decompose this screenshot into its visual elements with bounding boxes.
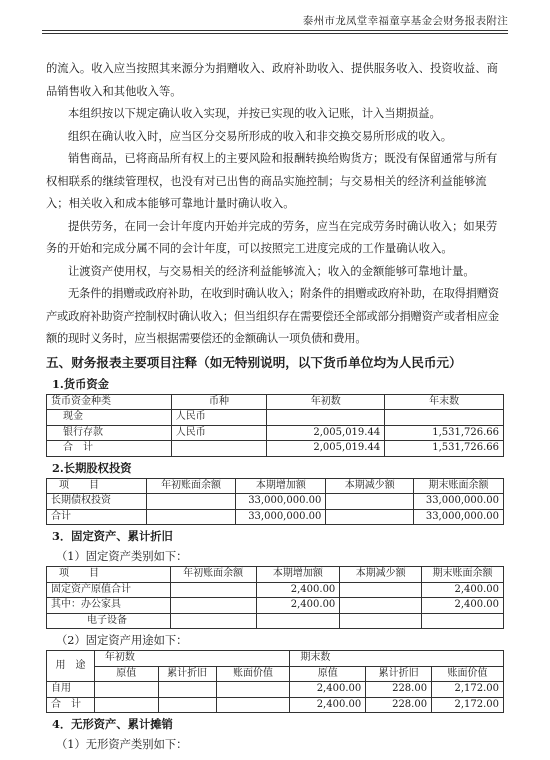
cash-table [46,394,504,457]
table-header: 期末账面余额 [414,478,504,494]
table-header: 累计折旧 [366,666,432,682]
page-header [42,6,508,34]
table-cell: 自用 [47,682,95,698]
table-cell [158,682,216,698]
table-cell [170,598,256,614]
table-row [47,494,504,510]
table-row [47,582,504,598]
table-header: 期末数 [290,651,504,667]
paragraph-recognition-rule: 本组织按以下规定确认收入实现，并按已实现的收入记账，计入当期损益。 [68,107,441,120]
table-header: 年初数 [267,394,385,410]
table-cell: 银行存款 [47,425,172,441]
table-cell: 228.00 [366,697,432,713]
paragraph-sales-of-goods: 销售商品，已将商品所有权上的主要风险和报酬转换给购货方；既没有保留通常与所有权相联系的继续管理权，也没有对已出售的商品实施控制；与交易相关的经济利益能够流入；相关收入和成本能够可靠地计量时确认收入。 [46,152,498,210]
table-cell [422,613,504,629]
paragraph-services: 提供劳务，在同一会计年度内开始并完成的劳务，应当在完成劳务时确认收入；如果劳务的开始和完成分属不同的会计年度，可以按照完工进度完成的工作量确认收入。 [46,219,498,255]
table-header: 年初账面余额 [170,567,256,583]
paragraph-use-rights: 让渡资产使用权，与交易相关的经济利益能够流入；收入的金额能够可靠地计量。 [68,264,475,278]
table-cell [216,682,290,698]
table-row-total [47,697,504,713]
table-cell [326,494,414,510]
table-header: 期末账面余额 [422,567,504,583]
table-cell: 33,000,000.00 [236,509,326,525]
table-header: 本期增加额 [256,567,340,583]
section-5-title: 五、财务报表主要项目注释（如无特别说明，以下货币单位均为人民币元） [46,354,462,370]
table-cell: 2,400.00 [422,598,504,614]
table-cell [146,509,236,525]
table-row-total [47,509,504,525]
table-cell [340,598,422,614]
table-cell: 2,005,019.44 [267,425,385,441]
table-header-row [47,478,504,494]
investment-table [46,478,504,526]
table-cell: 228.00 [366,682,432,698]
table-header-row [47,651,504,667]
table-cell: 2,005,019.44 [267,441,385,457]
table-cell: 2,172.00 [432,697,504,713]
table-row [47,682,504,698]
table-cell [146,494,236,510]
table-header: 项 目 [47,567,171,583]
paragraph-exchange-distinction: 组织在确认收入时，应当区分交易所形成的收入和非交换交易所形成的收入。 [68,129,453,143]
table-cell: 2,172.00 [432,682,504,698]
fixed-assets-category-table [46,566,504,629]
table-cell [170,582,256,598]
table-cell: 33,000,000.00 [414,494,504,510]
table-subheader-row [47,666,504,682]
table-cell: 合计 [47,509,147,525]
table-cell: 33,000,000.00 [414,509,504,525]
table-cell [326,509,414,525]
table-cell: 2,400.00 [256,598,340,614]
document-body [46,58,504,754]
table-cell [385,410,504,426]
table-row [47,425,504,441]
table-cell [216,697,290,713]
cash-section-title: 1.货币资金 [52,376,109,391]
table-header: 年初账面余额 [146,478,236,494]
header-rule [42,30,508,31]
table-cell [256,613,340,629]
table-cell [171,441,267,457]
paragraph-donations: 无条件的捐赠或政府补助，在收到时确认收入；附条件的捐赠或政府补助，在取得捐赠资产或政府补助资产控制权时确认收入；但当组织存在需要偿还全部或部分捐赠资产或者相应金额的现时义务时，应当根据需要偿还的金额确认一项负债和费用。 [46,287,499,345]
table-header: 用 途 [47,651,95,682]
investment-section-title: 2.长期股权投资 [52,460,132,475]
table-header: 原值 [94,666,158,682]
table-row [47,598,504,614]
table-cell: 2,400.00 [256,582,340,598]
table-cell [94,697,158,713]
intangible-assets-categories-subtitle: （1）无形资产类别如下： [56,738,188,751]
table-cell: 合 计 [47,697,95,713]
table-cell: 人民币 [171,425,267,441]
fixed-assets-usage-table [46,650,504,713]
table-header: 币种 [171,394,267,410]
table-cell: 1,531,726.66 [385,441,504,457]
table-header: 原值 [290,666,366,682]
table-cell: 电子设备 [47,613,171,629]
table-cell: 1,531,726.66 [385,425,504,441]
table-cell: 2,400.00 [422,582,504,598]
table-cell [340,582,422,598]
table-row [47,410,504,426]
table-header: 本期减少额 [326,478,414,494]
table-cell: 长期债权投资 [47,494,147,510]
table-cell [340,613,422,629]
table-header: 账面价值 [432,666,504,682]
table-cell: 人民币 [171,410,267,426]
table-cell [170,613,256,629]
header-title: 泰州市龙凤堂幸福童享基金会财务报表附注 [302,15,508,27]
table-header: 年初数 [94,651,289,667]
table-cell [158,697,216,713]
table-header-row [47,394,504,410]
table-row-total [47,441,504,457]
intangible-assets-section-title: 4．无形资产、累计摊销 [52,717,173,731]
fixed-assets-section-title: 3．固定资产、累计折旧 [52,529,173,543]
table-cell: 33,000,000.00 [236,494,326,510]
table-header-row [47,567,504,583]
table-header: 本期减少额 [340,567,422,583]
table-header: 货币资金种类 [47,394,172,410]
header-rule-thin [42,33,508,34]
table-header: 项 目 [47,478,147,494]
table-header: 年末数 [385,394,504,410]
table-cell: 合 计 [47,441,172,457]
table-cell: 2,400.00 [290,697,366,713]
table-cell: 固定资产原值合计 [47,582,171,598]
table-cell: 现金 [47,410,172,426]
table-header: 累计折旧 [158,666,216,682]
table-cell: 2,400.00 [290,682,366,698]
fixed-assets-categories-subtitle: （1）固定资产类别如下： [56,550,188,563]
table-cell [94,682,158,698]
table-row [47,613,504,629]
fixed-assets-usage-subtitle: （2）固定资产用途如下： [56,634,188,647]
table-header: 账面价值 [216,666,290,682]
table-cell: 其中：办公家具 [47,598,171,614]
paragraph-income-sources: 的流入。收入应当按照其来源分为捐赠收入、政府补助收入、提供服务收入、投资收益、商品销售收入和其他收入等。 [46,62,498,98]
table-header: 本期增加额 [236,478,326,494]
table-cell [267,410,385,426]
